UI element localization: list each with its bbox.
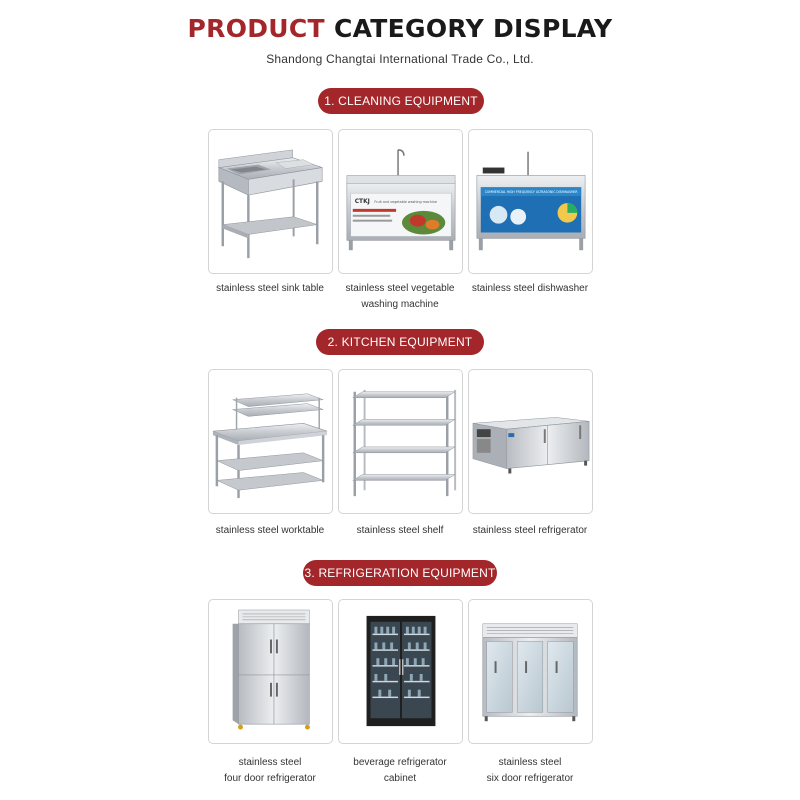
product-card-six-door-refrigerator[interactable]	[468, 599, 593, 744]
caption-dishwasher: stainless steel dishwasher	[471, 283, 589, 294]
refrigerator-image	[469, 370, 592, 513]
title-accent: PRODUCT	[187, 14, 325, 43]
section-kitchen-equipment[interactable]: 2. KITCHEN EQUIPMENT	[316, 329, 484, 355]
product-card-worktable[interactable]	[208, 369, 333, 514]
worktable-image	[209, 370, 332, 513]
dishwasher-panel-text: COMMERCIAL HIGH FREQUENCY ULTRASONIC DISHWASHER	[484, 190, 578, 195]
caption-beverage-cabinet: beverage refrigerator cabinet	[353, 757, 447, 784]
product-card-shelf[interactable]	[338, 369, 463, 514]
four-door-refrigerator-image	[209, 600, 332, 743]
caption-four-door-refrigerator: stainless steel four door refrigerator	[224, 757, 316, 784]
six-door-refrigerator-image	[469, 600, 592, 743]
section-refrigeration-equipment[interactable]: 3. REFRIGERATION EQUIPMENT	[303, 560, 497, 586]
caption-worktable: stainless steel worktable	[215, 525, 325, 536]
product-card-dishwasher[interactable]	[468, 129, 593, 274]
caption-shelf: stainless steel shelf	[356, 525, 444, 536]
caption-sink-table: stainless steel sink table	[216, 283, 324, 294]
washer-panel-text: Fruit and vegetable washing machine	[374, 199, 437, 204]
sink-table-image	[209, 130, 332, 273]
product-card-beverage-cabinet[interactable]	[338, 599, 463, 744]
title-rest: CATEGORY DISPLAY	[333, 14, 613, 43]
product-card-vegetable-washer[interactable]	[338, 129, 463, 274]
company-subtitle: Shandong Changtai International Trade Co., Ltd.	[266, 52, 534, 66]
washer-brand-label: CTKJ	[354, 198, 370, 205]
page-title	[0, 14, 800, 43]
caption-six-door-refrigerator: stainless steel six door refrigerator	[486, 757, 574, 784]
caption-vegetable-washer: stainless steel vegetable washing machine	[345, 283, 455, 310]
section-cleaning-equipment[interactable]: 1. CLEANING EQUIPMENT	[318, 88, 484, 114]
dishwasher-image	[469, 130, 592, 273]
caption-refrigerator: stainless steel refrigerator	[472, 525, 588, 536]
product-card-four-door-refrigerator[interactable]	[208, 599, 333, 744]
product-card-refrigerator[interactable]	[468, 369, 593, 514]
beverage-cabinet-image	[339, 600, 462, 743]
shelf-image	[339, 370, 462, 513]
vegetable-washer-image	[339, 130, 462, 273]
product-card-sink-table[interactable]	[208, 129, 333, 274]
